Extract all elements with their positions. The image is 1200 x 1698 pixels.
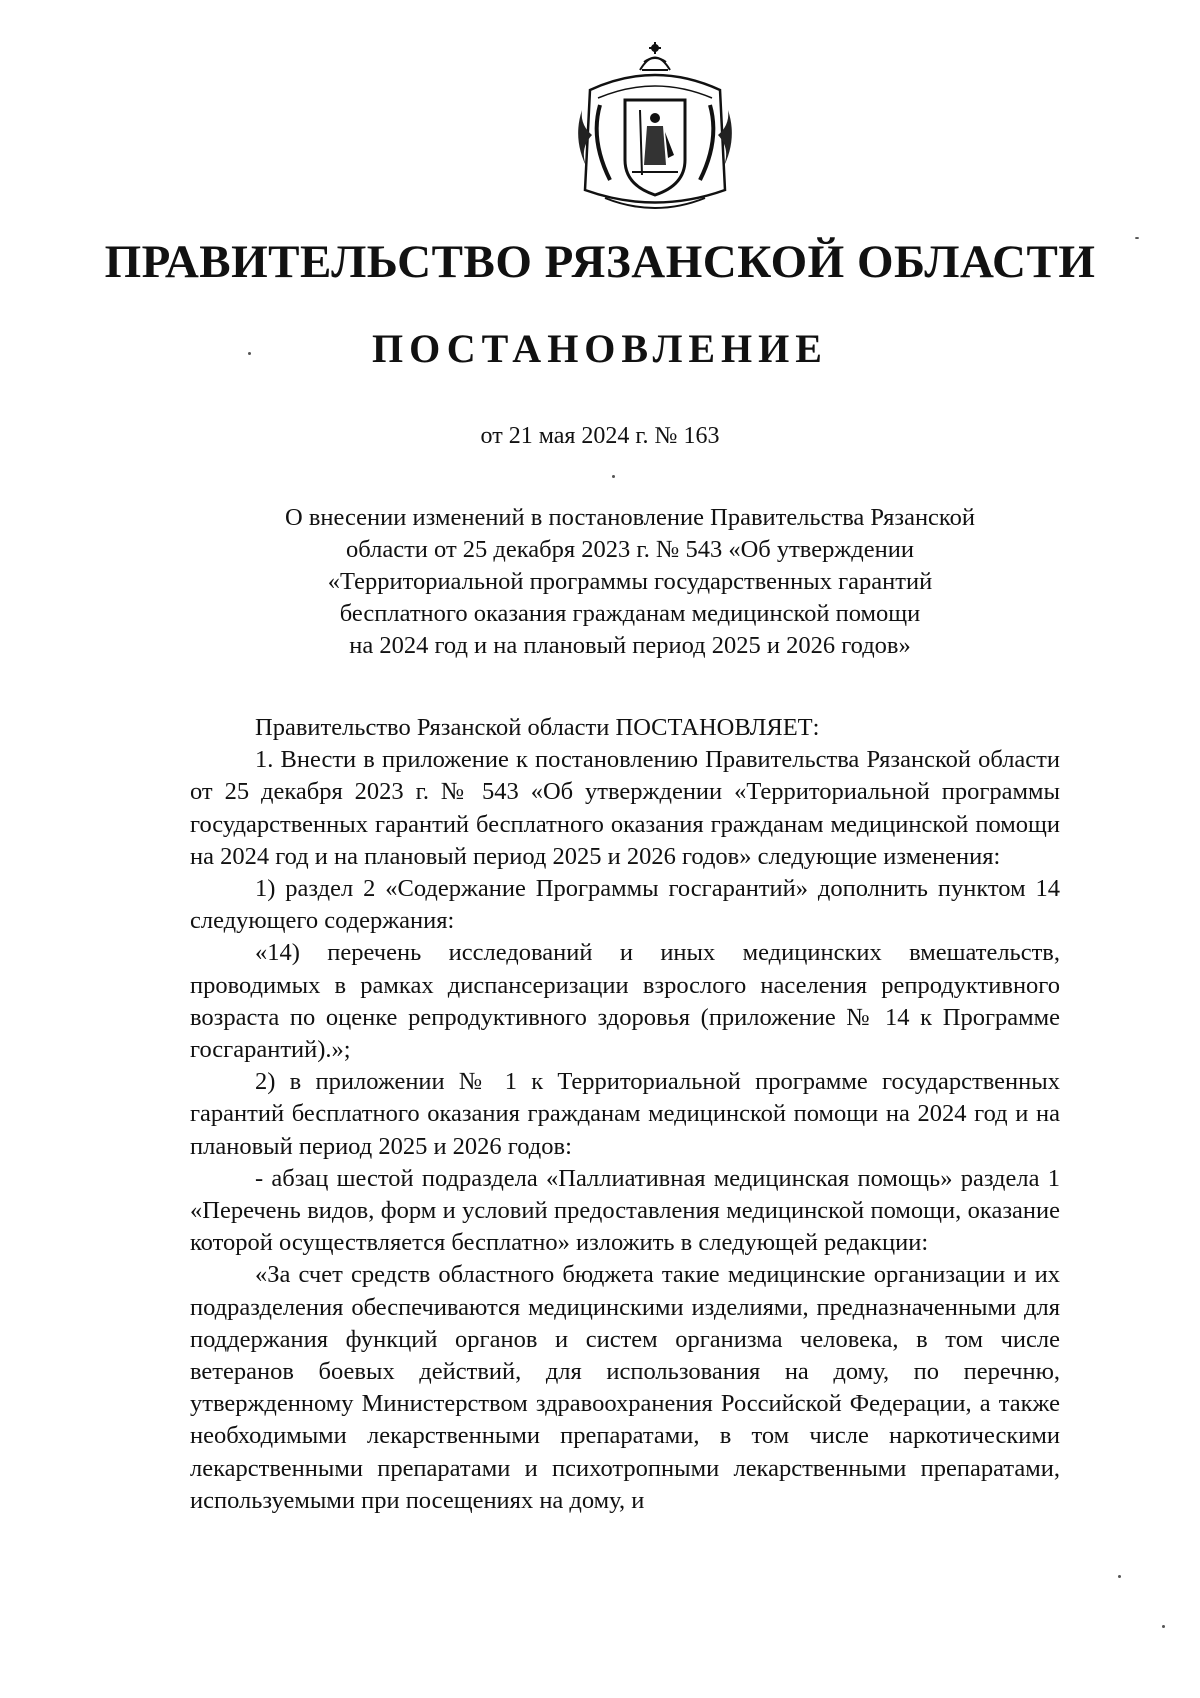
paragraph-item-1-1: 1) раздел 2 «Содержание Программы госгарантий» дополнить пунктом 14 следующего содержания: xyxy=(190,875,1060,935)
scan-speck xyxy=(248,352,251,355)
document-date-number: от 21 мая 2024 г. № 163 xyxy=(480,423,720,449)
scan-speck xyxy=(612,475,615,478)
scan-speck xyxy=(1135,237,1139,239)
preamble: Правительство Рязанской области ПОСТАНОВЛЯЕТ: xyxy=(255,714,820,741)
document-type: ПОСТАНОВЛЕНИЕ xyxy=(372,326,828,371)
subject-line: О внесении изменений в постановление Правительства Рязанской xyxy=(285,504,975,531)
document-subject xyxy=(190,502,1070,662)
document-body xyxy=(190,712,1060,1517)
subject-line: области от 25 декабря 2023 г. № 543 «Об утверждении xyxy=(346,536,914,563)
subject-line: на 2024 год и на плановый период 2025 и 2026 годов» xyxy=(349,632,911,659)
subject-line: «Территориальной программы государственных гарантий xyxy=(327,568,933,595)
subject-line: бесплатного оказания гражданам медицинской помощи xyxy=(339,600,921,627)
paragraph-item-1-2-dash: - абзац шестой подраздела «Паллиативная медицинская помощь» раздела 1 «Перечень видов, форм и условий предоставления медицинской помощи, оказание которой осуществляется бесплатно» изложить в следующей редакции: xyxy=(190,1164,1060,1257)
paragraph-item-1-1-text: «14) перечень исследований и иных медицинских вмешательств, проводимых в рамках диспансеризации взрослого населения репродуктивного возраста по оценке репродуктивного здоровья (приложение № 14 к Программе госгарантий).»; xyxy=(190,939,1060,1064)
paragraph-item-1-2-quote: «За счет средств областного бюджета такие медицинские организации и их подразделения обеспечиваются медицинскими изделиями, предназначенными для поддержания функций органов и систем организма человека, в том числе ветеранов боевых действий, для использования на дому, по перечню, утвержденному Министерством здравоохранения Российской Федерации, а также необходимыми лекарственными препаратами, в том числе наркотическими лекарственными препаратами и психотропными лекарственными препаратами, используемыми при посещениях на дому, и xyxy=(190,1261,1060,1514)
paragraph-item-1: 1. Внести в приложение к постановлению Правительства Рязанской области от 25 декабря 2023 г. № 543 «Об утверждении «Территориальной программы государственных гарантий бесплатного оказания гражданам медицинской помощи на 2024 год и на плановый период 2025 и 2026 годов» следующие изменения: xyxy=(190,746,1060,870)
scan-speck xyxy=(1118,1575,1121,1578)
paragraph-item-1-2: 2) в приложении № 1 к Территориальной программе государственных гарантий бесплатного оказания гражданам медицинской помощи на 2024 год и на плановый период 2025 и 2026 годов: xyxy=(190,1068,1060,1160)
government-title: ПРАВИТЕЛЬСТВО РЯЗАНСКОЙ ОБЛАСТИ xyxy=(104,236,1096,288)
scan-speck xyxy=(1162,1625,1165,1628)
coat-of-arms-icon xyxy=(570,40,740,215)
